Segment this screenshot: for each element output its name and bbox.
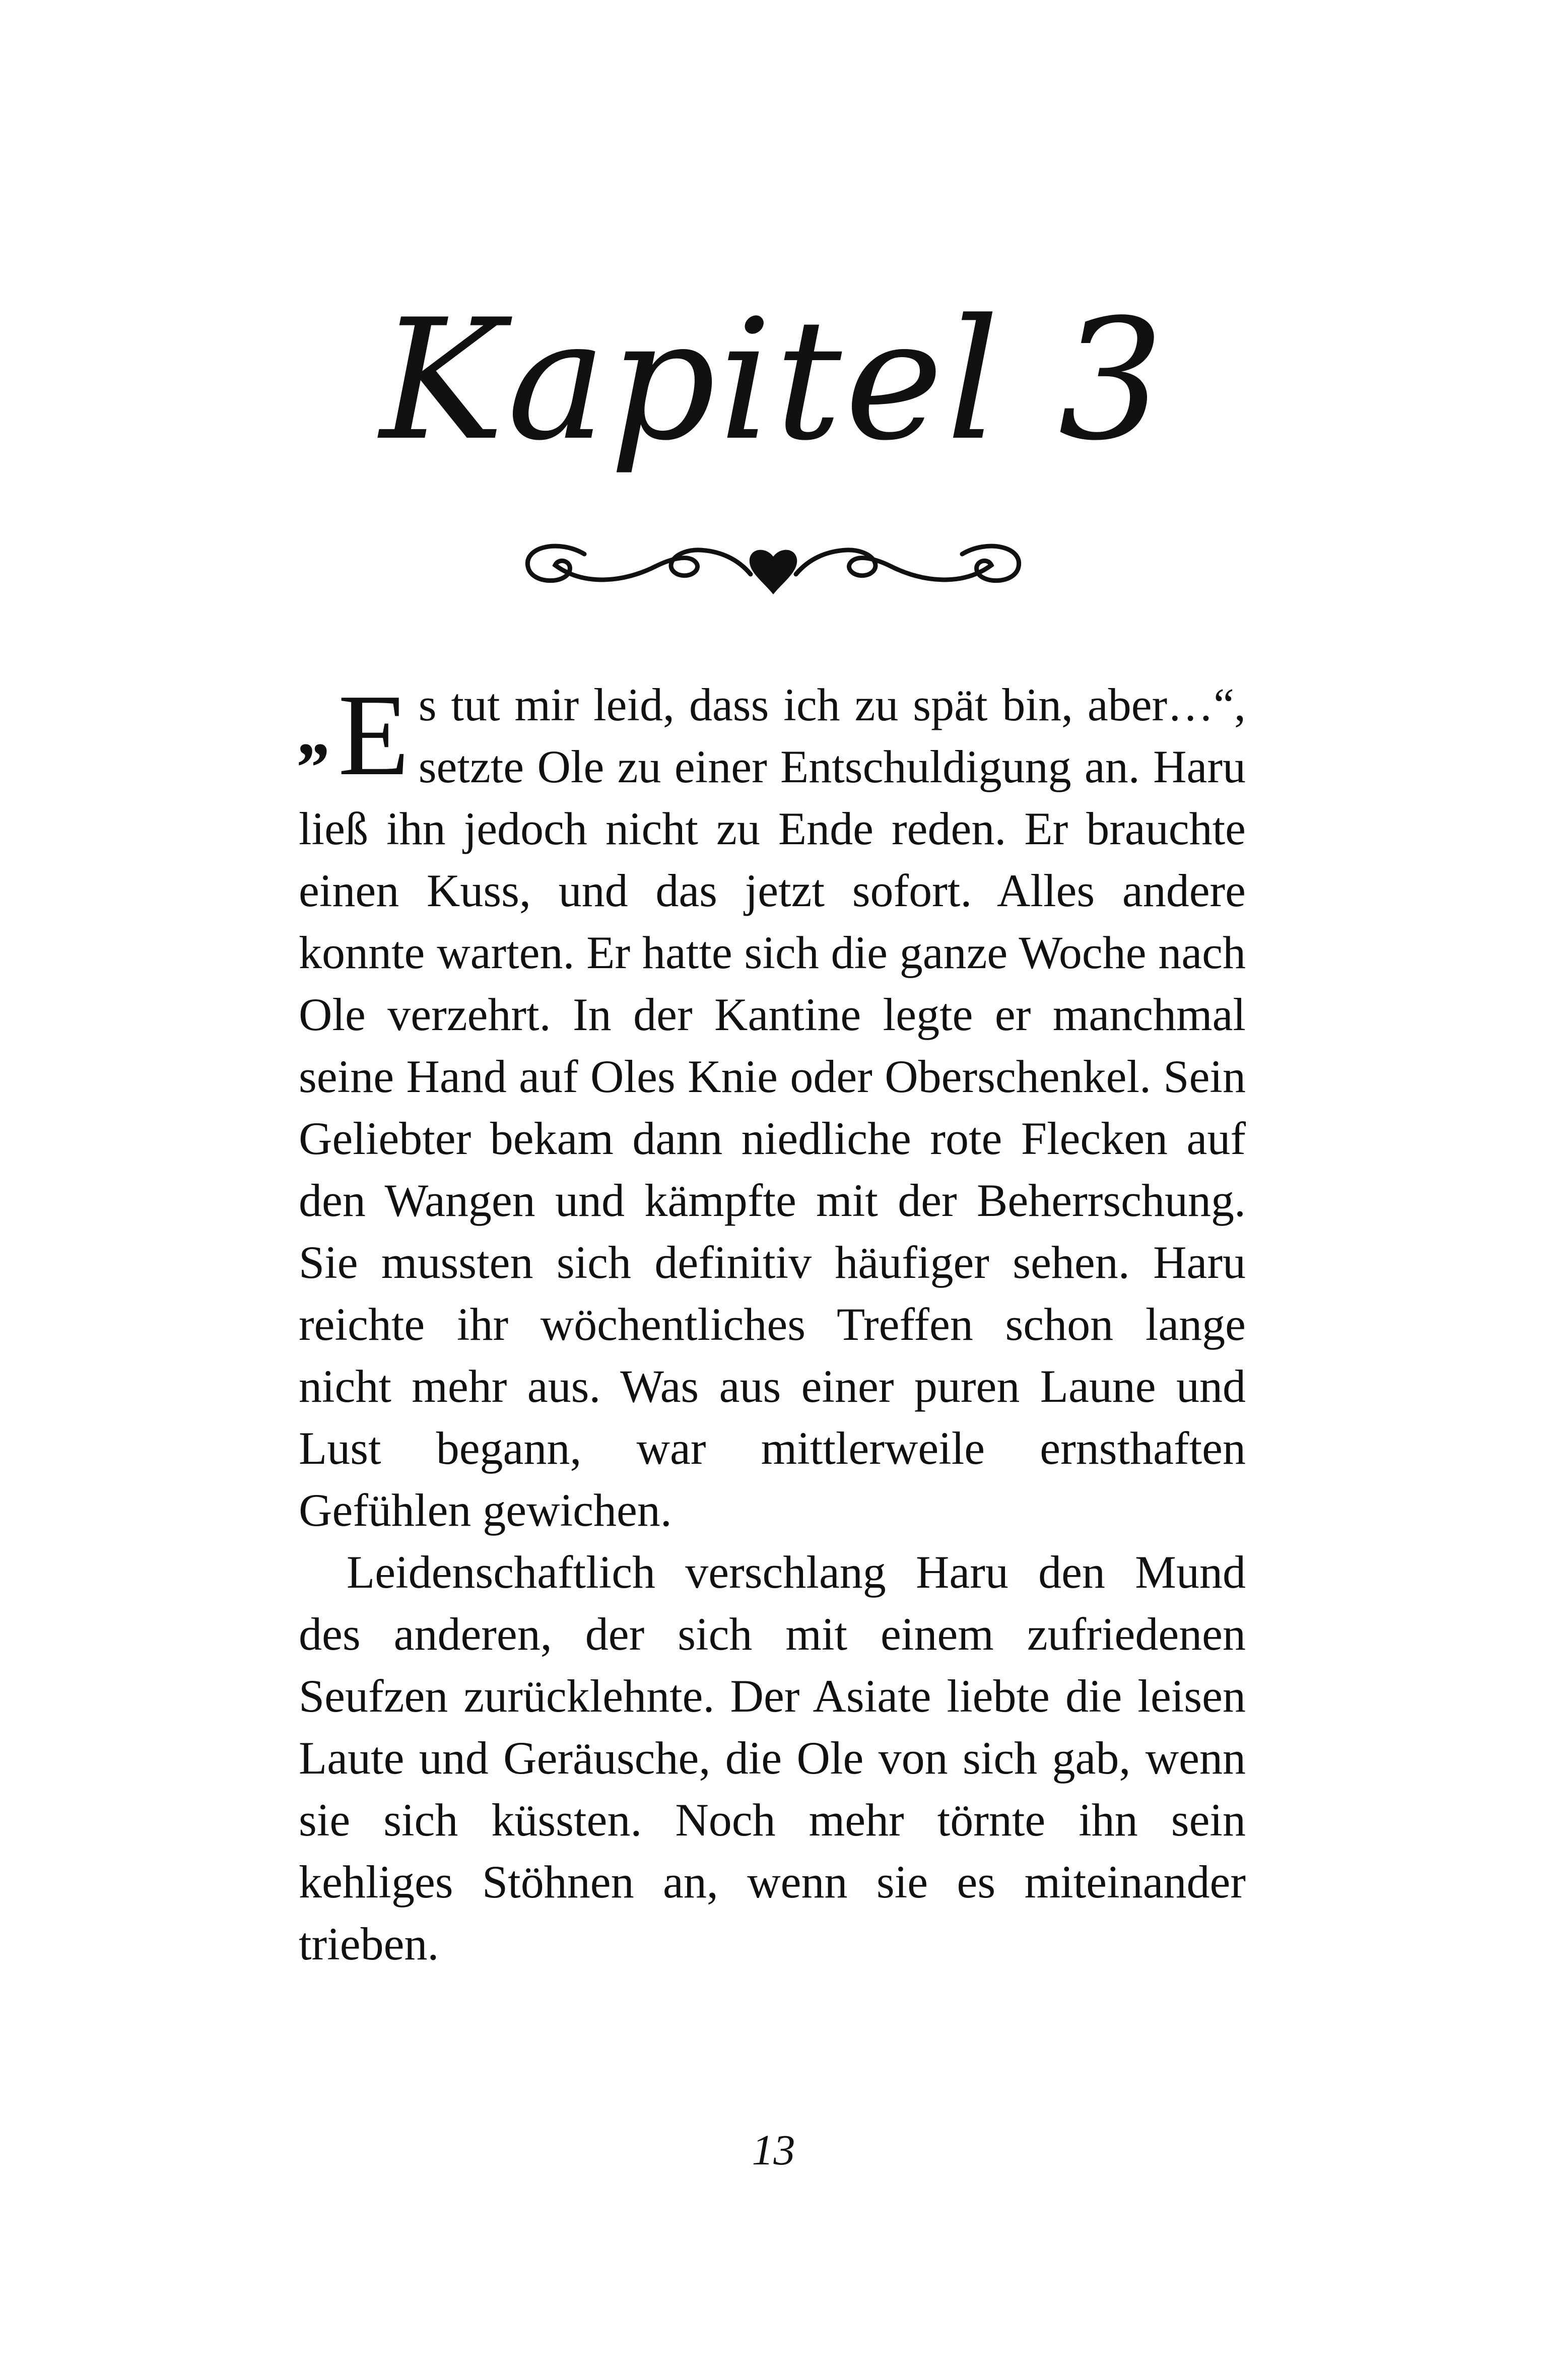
chapter-body (299, 670, 1246, 1975)
page-number: 13 (752, 2126, 795, 2174)
paragraph-1-text: s tut mir leid, dass ich zu spät bin, aber…“, setzte Ole zu einer Entschuldigung an. Haru ließ ihn jedoch nicht zu Ende reden. Er brauchte einen Kuss, und das jetzt sofort. Alles andere konnte warten. Er hatte sich die ganze Woche nach Ole verzehrt. In der Kantine legte er manchmal seine Hand auf Oles Knie oder Oberschenkel. Sein Geliebter bekam dann niedliche rote Flecken auf den Wangen und kämpfte mit der Beherrschung. Sie mussten sich definitiv häufiger sehen. Haru reichte ihr wöchentliches Treffen schon lange nicht mehr aus. Was aus einer puren Laune und Lust begann, war mittlerweile ernsthaften Gefühlen gewichen. (299, 679, 1246, 1536)
opening-quote-mark: „ (299, 692, 334, 770)
paragraph-2: Leidenschaftlich verschlang Haru den Mund des anderen, der sich mit einem zufriedenen Seufzen zurücklehnte. Der Asiate liebte die leisen Laute und Geräusche, die Ole von sich gab, wenn sie sich küssten. Noch mehr törnte ihn sein kehliges Stöhnen an, wenn sie es miteinander trieben. (299, 1546, 1246, 1969)
heart-swirl-divider-icon (509, 519, 1038, 604)
chapter-title: Kapitel 3 (380, 284, 1167, 477)
paragraph-1 (299, 670, 1246, 1541)
drop-cap: E (338, 670, 410, 800)
